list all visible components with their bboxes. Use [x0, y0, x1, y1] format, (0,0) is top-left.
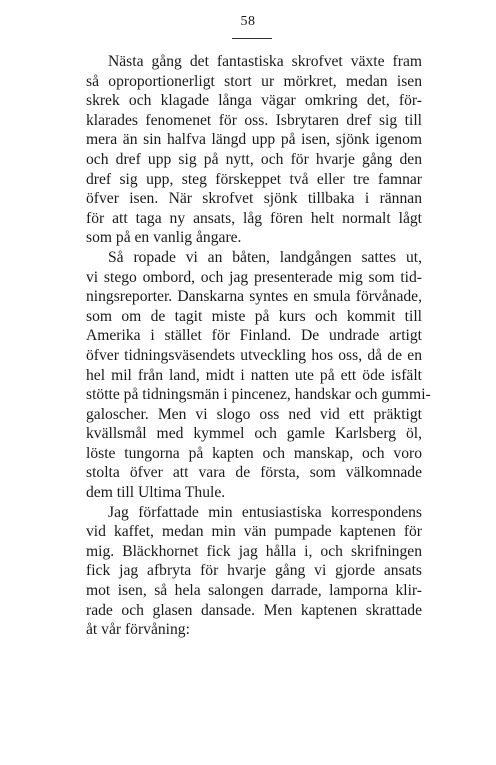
header-rule — [232, 38, 272, 39]
text-line: kvällsmål med kymmel och gamle Karlsberg öl, — [86, 425, 422, 443]
text-line: som på en vanlig ångare. — [86, 229, 242, 247]
text-line: stolta öfver att vara de första, som välkomnade — [86, 464, 422, 482]
text-line: Jag författade min entusiastiska korrespondens — [108, 503, 422, 521]
text-line: vid kaffet, medan min vän pumpade kaptenen för — [86, 523, 422, 541]
paragraph — [86, 503, 422, 640]
text-line: för att taga ny ansats, låg fören helt normalt lågt — [86, 209, 422, 227]
text-line: dem till Ultima Thule. — [86, 484, 226, 502]
text-line: skrek och klagade långa vägar omkring det, för- — [86, 92, 422, 110]
text-line: så oproportionerligt stort ur mörkret, medan isen — [86, 72, 422, 90]
text-line: öfver isen. När skrofvet sjönk tillbaka i rännan — [86, 190, 422, 208]
text-line: rade och glasen dansade. Men kaptenen skrattade — [86, 601, 422, 619]
text-line: öfver tidningsväsendets utveckling hos oss, då de en — [86, 346, 422, 364]
text-line: fick jag afbryta för hvarje gång vi gjorde ansats — [86, 562, 422, 580]
text-line: mera än sin halfva längd upp på isen, sjönk igenom — [86, 131, 422, 149]
text-line: vi stego ombord, och jag presenterade mig som tid- — [86, 268, 422, 286]
body-text — [86, 52, 431, 640]
page-number: 58 — [240, 14, 256, 29]
text-line: hel mil från land, midt i natten ute på ett öde isfält — [86, 366, 422, 384]
text-line: klarades fenomenet för oss. Isbrytaren dref sig till — [86, 111, 422, 129]
text-line: Amerika i stället för Finland. De undrade artigt — [86, 327, 422, 345]
text-line: som om de tagit miste på kurs och kommit till — [86, 307, 422, 325]
paragraph — [86, 52, 422, 248]
text-line: ningsreporter. Danskarna syntes en smula förvånade, — [86, 288, 422, 306]
text-line: mig. Bläckhornet fick jag hålla i, och skrifningen — [86, 542, 422, 560]
text-line: åt vår förvåning: — [86, 621, 190, 639]
text-line: dref sig upp, steg förskeppet två eller tre famnar — [86, 170, 422, 188]
text-line: och dref upp sig på nytt, och för hvarje gång den — [86, 150, 422, 168]
text-line: löste tungorna på kapten och manskap, och voro — [86, 444, 422, 462]
paragraph — [86, 248, 431, 503]
text-line: Nästa gång det fantastiska skrofvet växte fram — [108, 53, 422, 70]
text-line: stötte på tidningsmän i pincenez, handskar och gummi- — [86, 386, 431, 404]
text-line: galoscher. Men vi slogo oss ned vid ett präktigt — [86, 405, 422, 423]
text-line: Så ropade vi an båten, landgången sattes ut, — [108, 248, 422, 266]
text-line: mot isen, så hela salongen darrade, lamporna klir- — [86, 582, 422, 600]
